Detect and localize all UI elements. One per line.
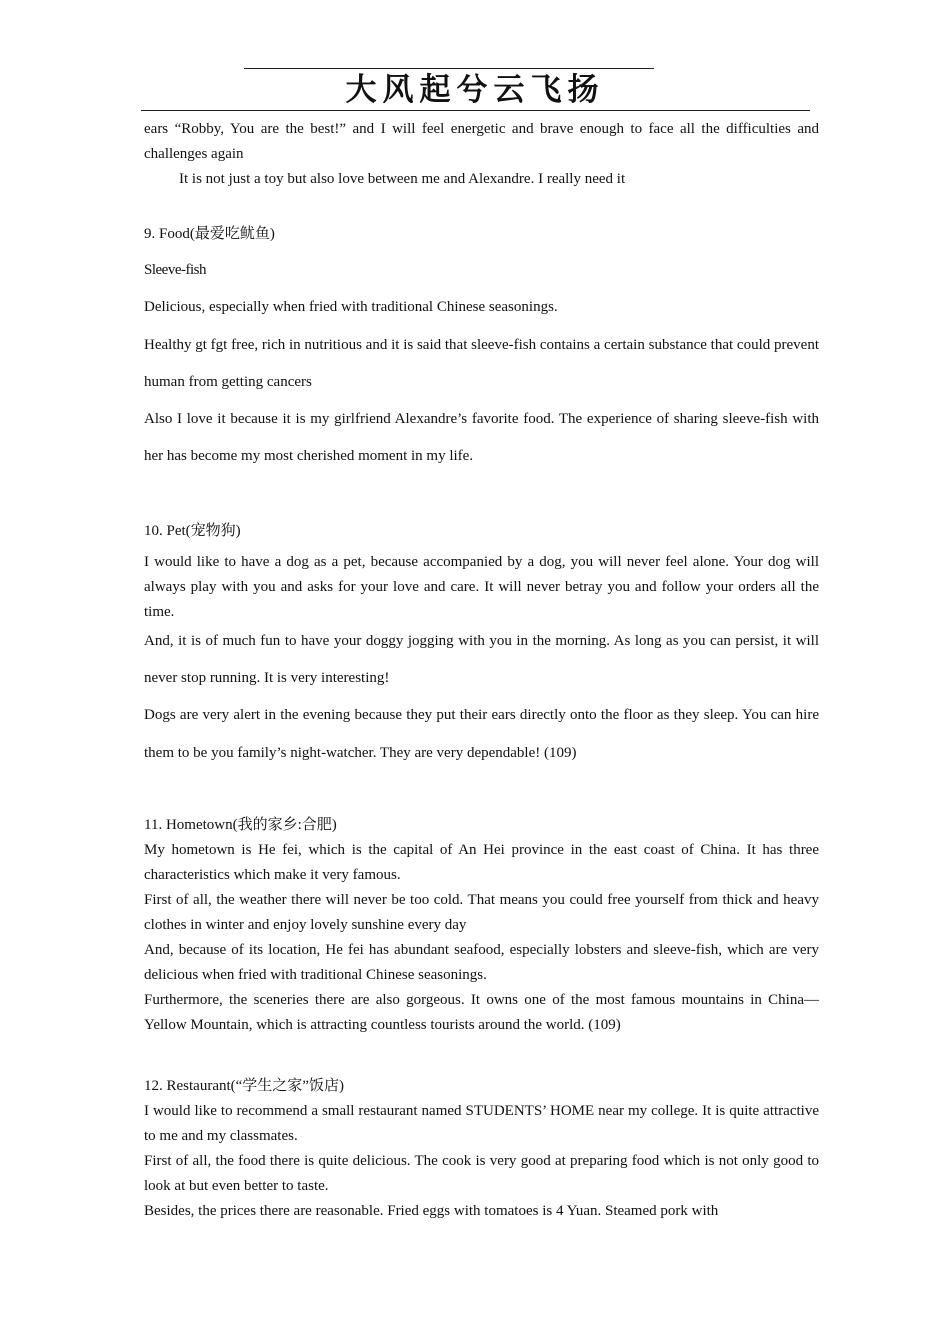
- paragraph: And, because of its location, He fei has abundant seafood, especially lobsters and sleeve-fish, which are very delicious when fried with traditional Chinese seasonings.: [144, 941, 819, 983]
- header-calligraphy-title: 大风起兮云飞扬: [345, 72, 605, 108]
- paragraph: First of all, the food there is quite delicious. The cook is very good at preparing food which is not only good to look at but even better to taste.: [144, 1152, 819, 1194]
- paragraph: Also I love it because it is my girlfriend Alexandre’s favorite food. The experience of sharing sleeve-fish with her has become my most cherished moment in my life.: [144, 411, 819, 465]
- paragraph: My hometown is He fei, which is the capital of An Hei province in the east coast of China. It has three characteristics which make it very famous.: [144, 841, 819, 883]
- section-restaurant: [144, 1074, 819, 1224]
- section-intro: [144, 117, 819, 192]
- paragraph: I would like to recommend a small restaurant named STUDENTS’ HOME near my college. It is quite attractive to me and my classmates.: [144, 1102, 819, 1144]
- section-heading: 11. Hometown(我的家乡:合肥): [144, 816, 337, 833]
- section-pet: [144, 519, 819, 772]
- header-bottom-rule: [141, 110, 810, 111]
- paragraph: It is not just a toy but also love between me and Alexandre. I really need it: [179, 171, 626, 187]
- paragraph: Healthy gt fgt free, rich in nutritious and it is said that sleeve-fish contains a certain substance that could prevent human from getting cancers: [144, 336, 819, 390]
- section-heading: 12. Restaurant(“学生之家”饭店): [144, 1077, 344, 1094]
- document-body: [144, 117, 819, 1224]
- section-heading: 10. Pet(宠物狗): [144, 522, 241, 539]
- section-food: [144, 222, 819, 476]
- paragraph: I would like to have a dog as a pet, because accompanied by a dog, you will never feel alone. Your dog will always play with you and asks for your love and care. It will never betray you and follow your orders all the time.: [144, 553, 819, 620]
- paragraph: And, it is of much fun to have your doggy jogging with you in the morning. As long as you can persist, it will never stop running. It is very interesting!: [144, 632, 819, 687]
- section-heading: 9. Food(最爱吃鱿鱼): [144, 226, 275, 242]
- paragraph: Sleeve-fish: [144, 262, 206, 278]
- paragraph: Furthermore, the sceneries there are also gorgeous. It owns one of the most famous mountains in China—Yellow Mountain, which is attracting countless tourists around the world. (109): [144, 991, 819, 1033]
- paragraph: Besides, the prices there are reasonable. Fried eggs with tomatoes is 4 Yuan. Steamed pork with: [144, 1202, 719, 1219]
- paragraph: Dogs are very alert in the evening because they put their ears directly onto the floor as they sleep. You can hire them to be you family’s night-watcher. They are very dependable! (109): [144, 707, 819, 761]
- paragraph: Delicious, especially when fried with traditional Chinese seasonings.: [144, 299, 558, 316]
- section-hometown: [144, 813, 819, 1038]
- paragraph: ears “Robby, You are the best!” and I will feel energetic and brave enough to face all the difficulties and challenges again: [144, 121, 819, 162]
- paragraph: First of all, the weather there will never be too cold. That means you could free yourself from thick and heavy clothes in winter and enjoy lovely sunshine every day: [144, 891, 819, 933]
